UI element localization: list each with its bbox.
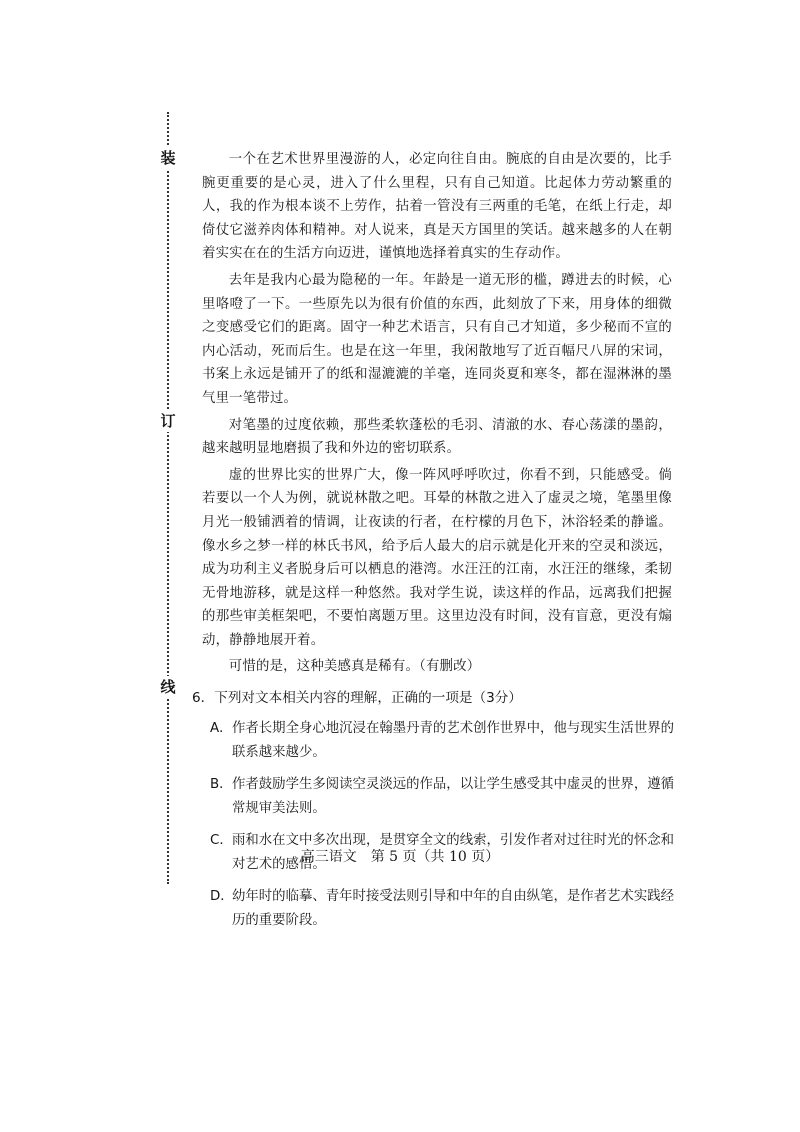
option-label: B． — [210, 777, 233, 793]
option-d — [210, 885, 674, 933]
question-stem: 6．下列对文本相关内容的理解，正确的一项是（3分） — [192, 690, 522, 707]
option-label: A． — [210, 721, 233, 737]
passage-paragraph-5: 可惜的是，这种美感真是稀有。（有删改） — [228, 659, 481, 675]
page-footer: 高三语文 第 5 页（共 10 页） — [300, 849, 500, 865]
option-label: C． — [210, 833, 233, 849]
option-text: 幼年时的临摹、青年时接受法则引导和中年的自由纵笔，是作者艺术实践经历的重要阶段。 — [232, 889, 674, 929]
passage-paragraph-1: 一个在艺术世界里漫游的人，必定向往自由。腕底的自由是次要的，比手腕更重要的是心灵，进入了什么里程，只有自己知道。比起体力劳动繁重的人，我的作为根本谈不上劳作，拈着一管没有三两重的毛笔，在纸上行走，却倚仗它滋养肉体和精神。对人说来，真是天方国里的笑话。越来越多的人在朝着实实在在的生活方向迈进，谨慎地选择着真实的生存动作。 — [202, 152, 672, 262]
option-b — [210, 773, 674, 821]
reading-passage — [202, 148, 672, 679]
binding-mark-xian: 线 — [158, 676, 178, 698]
option-a — [210, 717, 674, 765]
option-text: 雨和水在文中多次出现，是贯穿全文的线索，引发作者对过往时光的怀念和对艺术的感悟。 — [232, 833, 674, 873]
binding-mark-ding: 订 — [158, 410, 178, 432]
passage-paragraph-3: 对笔墨的过度依赖，那些柔软蓬松的毛羽、清澈的水、春心荡漾的墨韵，越来越明显地磨损了我和外边的密切联系。 — [202, 417, 672, 457]
page-content — [192, 148, 674, 941]
option-text: 作者长期全身心地沉浸在翰墨丹青的艺术创作世界中，他与现实生活世界的联系越来越少。 — [232, 721, 674, 761]
option-text: 作者鼓励学生多阅读空灵淡远的作品，以让学生感受其中虚灵的世界，遵循常规审美法则。 — [232, 777, 674, 817]
passage-paragraph-2: 去年是我内心最为隐秘的一年。年龄是一道无形的槛，蹲进去的时候，心里咯噔了一下。一些原先以为很有价值的东西，此刻放了下来，用身体的细微之变感受它们的距离。固守一种艺术语言，只有自己才知道，多少秘而不宣的内心活动，死而后生。也是在这一年里，我闲散地写了近百幅尺八屏的宋词，书案上永远是铺开了的纸和湿漉漉的羊毫，连同炎夏和寒冬，都在湿淋淋的墨气里一笔带过。 — [202, 272, 672, 406]
option-label: D． — [210, 889, 234, 905]
binding-mark-zhuang: 装 — [158, 147, 178, 169]
binding-dotted-line — [167, 112, 169, 884]
passage-paragraph-4: 虚的世界比实的世界广大，像一阵风呼呼吹过，你看不到，只能感受。倘若要以一个人为例，就说林散之吧。耳晕的林散之进入了虚灵之境，笔墨里像月光一般铺洒着的情调，让夜读的行者，在柠檬的月色下，沐浴轻柔的静谧。像水乡之梦一样的林氏书风，给予后人最大的启示就是化开来的空灵和淡远，成为功利主义者脱身后可以栖息的港湾。水汪汪的江南，水汪汪的继缘，柔韧无骨地游移，就是这样一种悠然。我对学生说，读这样的作品，远离我们把握的那些审美框架吧，不要怕离题万里。这里边没有时间，没有盲意，更没有煽动，静静地展开着。 — [202, 467, 672, 648]
question-6 — [192, 687, 674, 933]
